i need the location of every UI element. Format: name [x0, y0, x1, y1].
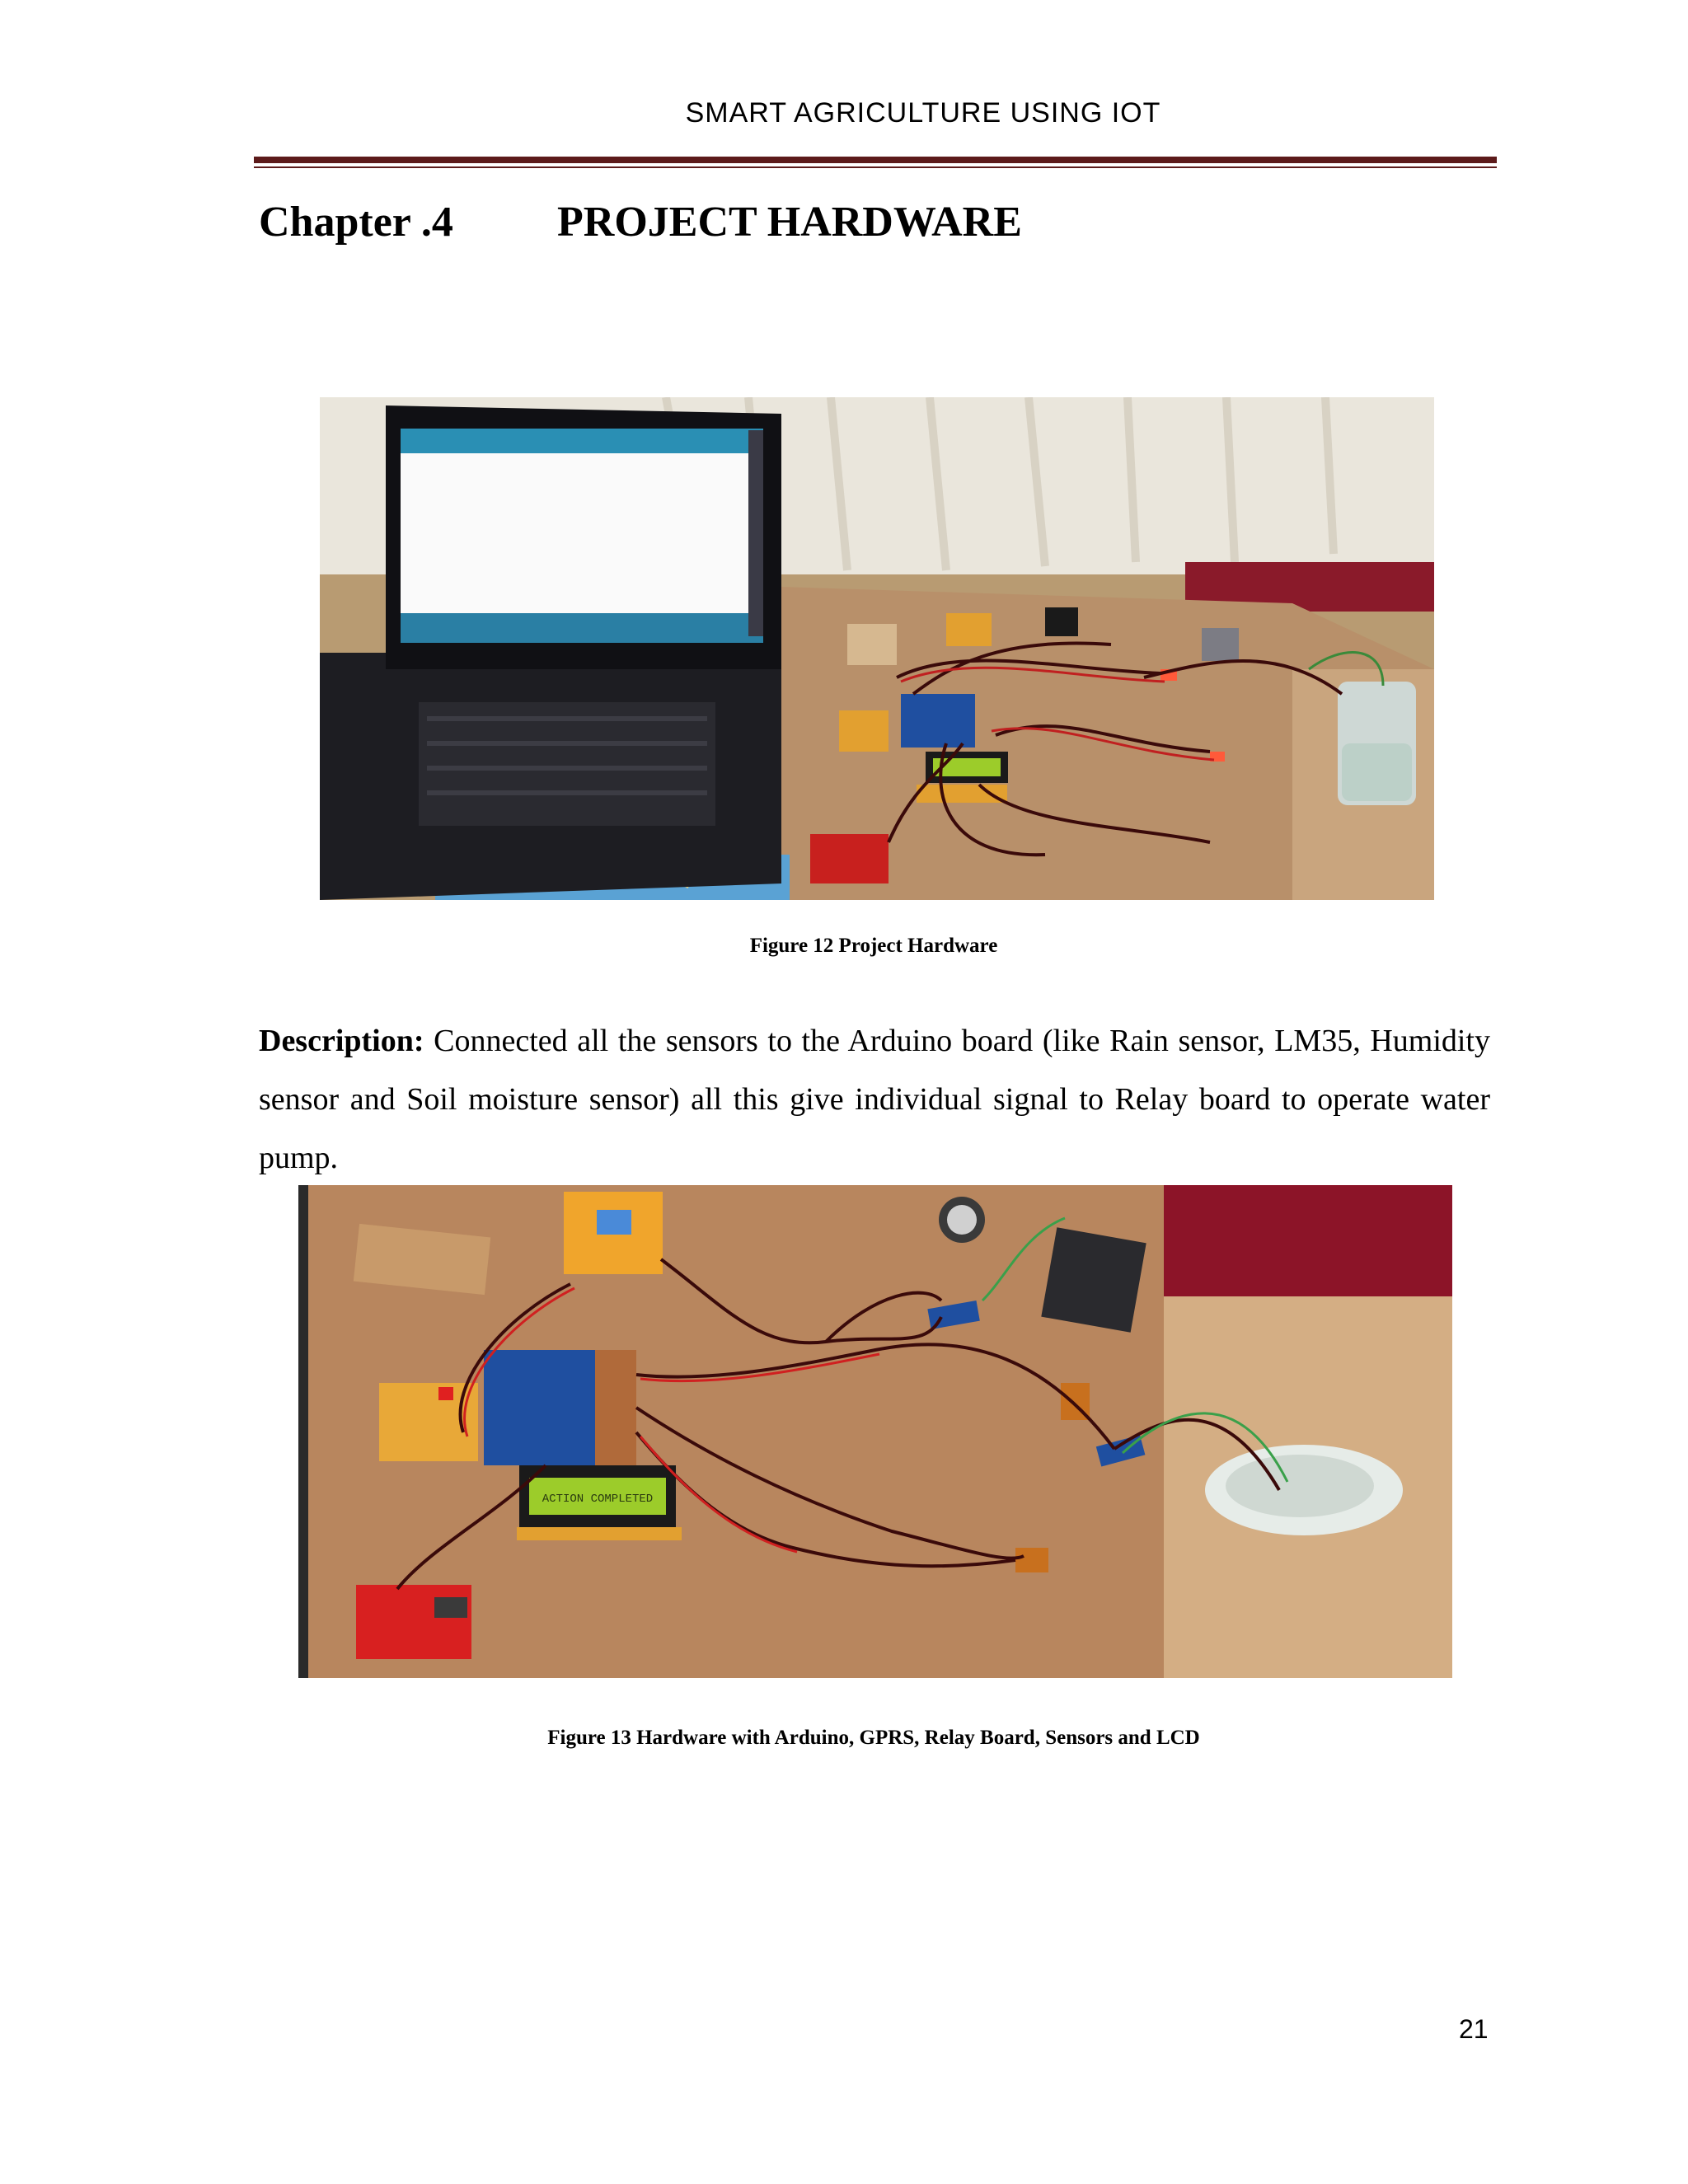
running-header: SMART AGRICULTURE USING IOT — [685, 97, 1161, 129]
chapter-label: Chapter .4 — [259, 199, 453, 246]
header-rule-thick — [254, 157, 1497, 163]
description-text: Connected all the sensors to the Arduino board (like Rain sensor, LM35, Humidity sensor and Soil moisture sensor) all this give individual signal to Relay board to operate water pump. — [259, 1024, 1490, 1175]
description-label: Description: — [259, 1024, 424, 1058]
figure-12-photo — [320, 397, 1434, 900]
figure-13-photo — [298, 1185, 1452, 1678]
chapter-title: PROJECT HARDWARE — [557, 199, 1022, 246]
lcd-display-text: ACTION COMPLETED — [542, 1493, 654, 1506]
figure-13-caption: Figure 13 Hardware with Arduino, GPRS, Relay Board, Sensors and LCD — [547, 1727, 1200, 1749]
description-paragraph — [259, 1012, 1490, 1188]
page-number: 21 — [1459, 2014, 1489, 2044]
figure-12-caption: Figure 12 Project Hardware — [749, 935, 998, 957]
header-rule-thin — [254, 166, 1497, 168]
